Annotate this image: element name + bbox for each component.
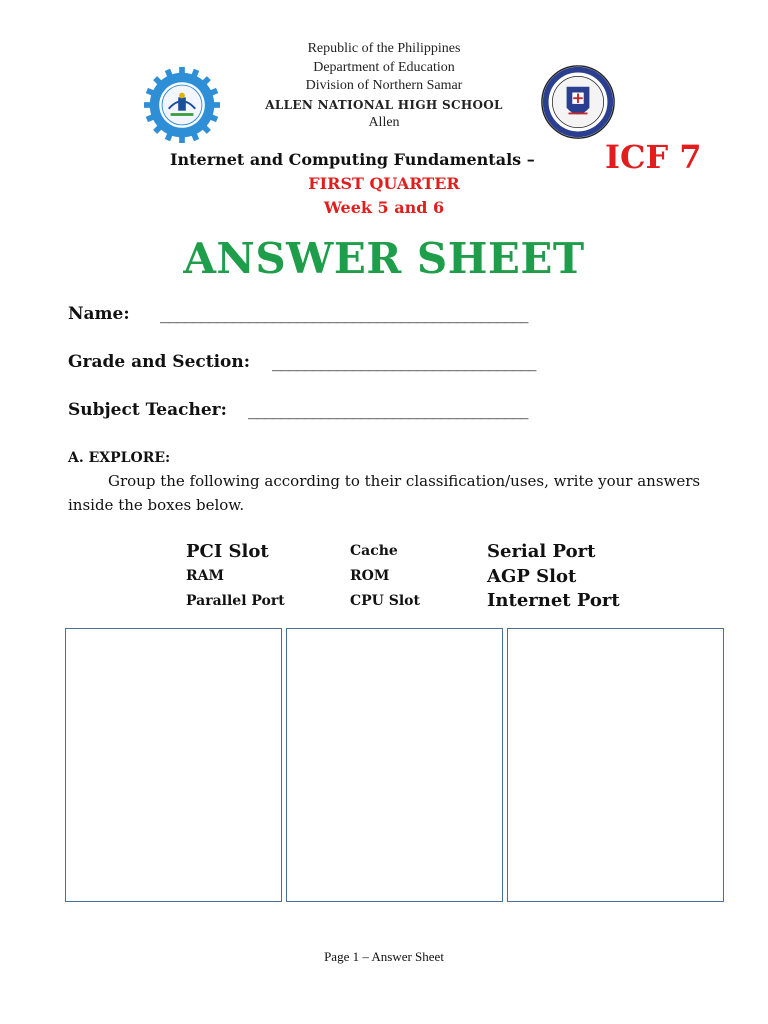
header-division: Division of Northern Samar (305, 78, 463, 93)
page-footer: Page 1 – Answer Sheet (324, 949, 444, 964)
word-bank-item: RAM (186, 568, 224, 584)
header-department: Department of Education (313, 60, 455, 75)
answer-box-2[interactable] (286, 628, 503, 902)
school-seal-icon (144, 67, 220, 143)
deped-seal-icon (540, 64, 616, 140)
subject-teacher-blank[interactable]: ___________________________________ (248, 400, 528, 420)
word-bank-item: Internet Port (487, 590, 620, 611)
grade-section-label: Grade and Section: (68, 352, 251, 372)
subject-code: ICF 7 (605, 138, 702, 176)
word-bank-item: PCI Slot (186, 541, 269, 562)
word-bank-item: CPU Slot (350, 593, 420, 609)
answer-box-1[interactable] (65, 628, 282, 902)
page-title: ANSWER SHEET (183, 234, 585, 283)
quarter-label: FIRST QUARTER (308, 174, 460, 193)
word-bank-item: Serial Port (487, 541, 596, 562)
answer-box-3[interactable] (507, 628, 724, 902)
name-label: Name: (68, 304, 130, 324)
word-bank-item: Parallel Port (186, 593, 285, 609)
subject-teacher-label: Subject Teacher: (68, 400, 227, 420)
weeks-label: Week 5 and 6 (323, 198, 445, 217)
school-name: ALLEN NATIONAL HIGH SCHOOL (265, 98, 503, 112)
word-bank-item: AGP Slot (487, 566, 577, 587)
grade-section-blank[interactable]: _________________________________ (272, 352, 536, 372)
explore-instruction: Group the following according to their classification/uses, write your answers inside the boxes below. (68, 472, 701, 514)
header-country: Republic of the Philippines (307, 41, 461, 56)
name-blank[interactable]: ______________________________________________ (160, 304, 528, 324)
school-town: Allen (368, 115, 400, 130)
subject-title: Internet and Computing Fundamentals – (170, 150, 535, 169)
explore-heading: A. EXPLORE: (68, 450, 171, 466)
word-bank-item: ROM (350, 568, 390, 584)
word-bank-item: Cache (350, 543, 398, 559)
